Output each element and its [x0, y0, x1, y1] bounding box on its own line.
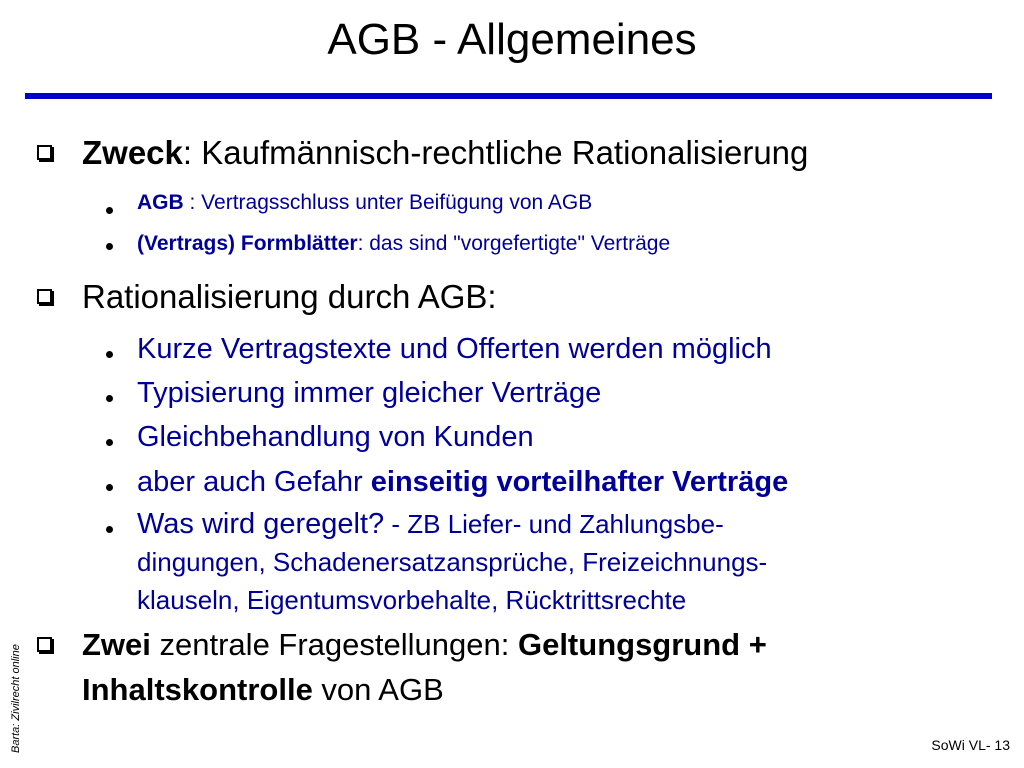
bullet-zwei-text: zentrale Fragestellungen:: [150, 627, 518, 662]
sub-bullet-geregelt-question: Was wird geregelt?: [137, 508, 385, 540]
sub-bullet-gefahr-text: aber auch Gefahr: [137, 466, 371, 498]
dot-bullet-icon: [106, 243, 113, 250]
bullet-zweck: [82, 133, 808, 173]
sub-bullet-geregelt: [137, 507, 724, 541]
dot-bullet-icon: [106, 351, 113, 358]
bullet-rationalisierung: Rationalisierung durch AGB:: [82, 278, 497, 315]
side-footer-note: Barta: Zivilrecht online: [10, 644, 22, 753]
title-rule: [25, 93, 992, 99]
checkbox-bullet-icon: [37, 289, 52, 304]
bullet-zwei-keyword: Zwei: [82, 627, 151, 662]
sub-bullet-formblaetter: [137, 230, 670, 258]
bullet-zwei-text2: von AGB: [312, 672, 444, 707]
dot-bullet-icon: [106, 395, 113, 402]
sub-bullet-geregelt-line3: klauseln, Eigentumsvorbehalte, Rücktrittsrechte: [137, 585, 687, 615]
sub-bullet-geregelt-line2: dingungen, Schadenersatzansprüche, Freizeichnungs-: [137, 547, 768, 577]
sub-bullet-typisierung: Typisierung immer gleicher Verträge: [137, 377, 602, 409]
slide-title: AGB - Allgemeines: [327, 15, 697, 64]
sub-bullet-kurze: Kurze Vertragstexte und Offerten werden möglich: [137, 333, 772, 365]
sub-bullet-formblaetter-text: : das sind "vorgefertigte" Verträge: [357, 232, 671, 255]
bullet-zwei-keyword3: Inhaltskontrolle: [82, 672, 313, 707]
bullet-zweck-text: : Kaufmännisch-rechtliche Rationalisierung: [182, 134, 809, 171]
sub-bullet-agb: [137, 189, 592, 217]
sub-bullet-gefahr: [137, 465, 788, 499]
checkbox-bullet-icon: [37, 637, 52, 652]
bullet-zwei: [82, 625, 767, 665]
sub-bullet-agb-keyword: AGB: [137, 191, 184, 214]
sub-bullet-geregelt-text: - ZB Liefer- und Zahlungsbe-: [384, 509, 724, 539]
dot-bullet-icon: [106, 207, 113, 214]
sub-bullet-gefahr-keyword: einseitig vorteilhafter Verträge: [370, 466, 789, 498]
dot-bullet-icon: [106, 526, 113, 533]
bullet-zwei-keyword2: Geltungsgrund +: [517, 627, 767, 662]
checkbox-bullet-icon: [37, 145, 52, 160]
sub-bullet-formblaetter-keyword: (Vertrags) Formblätter: [137, 232, 358, 255]
sub-bullet-gleichbehandlung: Gleichbehandlung von Kunden: [137, 421, 534, 453]
dot-bullet-icon: [106, 439, 113, 446]
dot-bullet-icon: [106, 484, 113, 491]
bullet-zwei-line2: [82, 670, 444, 710]
bullet-zweck-keyword: Zweck: [82, 134, 183, 171]
page-number: SoWi VL- 13: [931, 737, 1010, 753]
sub-bullet-agb-text: : Vertragsschluss unter Beifügung von AGB: [183, 191, 593, 214]
